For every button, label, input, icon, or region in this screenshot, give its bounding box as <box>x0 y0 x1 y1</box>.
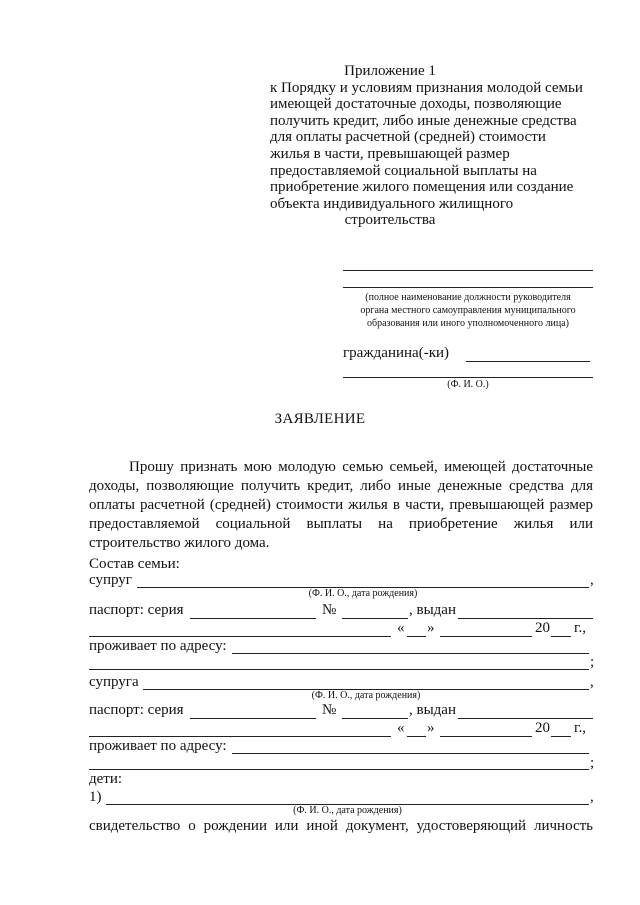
comma: , <box>590 674 594 690</box>
comma: , <box>590 572 594 588</box>
fio-dob-caption: (Ф. И. О., дата рождения) <box>293 805 402 816</box>
issued-label: , выдан <box>409 602 456 618</box>
intro-line: доходы, позволяющие получить кредит, либо иные денежные средства для <box>89 478 593 494</box>
appendix-line: объекта индивидуального жилищного <box>270 195 514 212</box>
passport-series-label: паспорт: серия <box>89 702 184 718</box>
year-suffix: г., <box>574 720 586 736</box>
issue-year-field[interactable] <box>551 736 571 737</box>
intro-line: строительство жилого дома. <box>89 535 270 551</box>
fio-caption: (Ф. И. О.) <box>447 379 489 390</box>
appendix-line: Приложение 1 <box>344 63 436 79</box>
caption-line: органа местного самоуправления муниципального <box>360 305 576 316</box>
appendix-line: для оплаты расчетной (средней) стоимости <box>270 129 546 146</box>
appendix-line: приобретение жилого помещения или создание <box>270 179 574 196</box>
birth-certificate-line: свидетельство о рождении или иной документ, удостоверяющий личность <box>89 818 593 834</box>
family-heading: Состав семьи: <box>89 556 180 572</box>
issue-month-field[interactable] <box>440 636 532 637</box>
caption-line: (полное наименование должности руководителя <box>365 292 571 303</box>
number-sign: № <box>322 702 337 718</box>
child-1-label: 1) <box>89 789 102 805</box>
children-label: дети: <box>89 771 123 787</box>
quote-open: « <box>397 720 405 736</box>
address-field[interactable] <box>232 753 589 754</box>
appendix-header <box>270 63 583 229</box>
issue-day-field[interactable] <box>407 736 426 737</box>
appendix-line: к Порядку и условиям признания молодой семьи <box>270 79 583 96</box>
passport-series-field[interactable] <box>190 718 316 719</box>
number-sign: № <box>322 602 337 618</box>
year-prefix: 20 <box>535 720 550 736</box>
semicolon: ; <box>590 654 595 670</box>
comma: , <box>590 789 594 805</box>
resides-label: проживает по адресу: <box>89 638 227 654</box>
appendix-line: получить кредит, либо иные денежные средства <box>270 112 577 129</box>
citizen-label: гражданина(-ки) <box>343 345 450 361</box>
issued-label: , выдан <box>409 702 456 718</box>
passport-series-label: паспорт: серия <box>89 602 184 618</box>
intro-line: предоставляемой социальной выплаты на приобретение жилья или <box>89 516 593 532</box>
passport-number-field[interactable] <box>342 718 408 719</box>
semicolon: ; <box>590 755 595 771</box>
address-field-2[interactable] <box>89 669 589 670</box>
addressee-caption <box>336 291 600 330</box>
appendix-line: строительства <box>344 212 436 229</box>
spouse-m-label: супруг <box>89 572 132 588</box>
intro-line: Прошу признать мою молодую семью семьей, имеющей достаточные <box>129 459 593 475</box>
quote-close: » <box>427 620 435 636</box>
passport-issued-field[interactable] <box>458 618 593 619</box>
addressee-blank-1[interactable] <box>343 270 593 271</box>
spouse-f-label: супруга <box>89 674 139 690</box>
document-title: ЗАЯВЛЕНИЕ <box>274 411 366 427</box>
passport-issued-field-2[interactable] <box>89 636 391 637</box>
appendix-line: предоставляемой социальной выплаты на <box>270 162 537 179</box>
issue-year-field[interactable] <box>551 636 571 637</box>
fio-dob-caption: (Ф. И. О., дата рождения) <box>308 588 418 599</box>
passport-series-field[interactable] <box>190 618 316 619</box>
citizen-blank[interactable] <box>466 361 590 362</box>
issue-month-field[interactable] <box>440 736 532 737</box>
appendix-line: жилья в части, превышающей размер <box>270 145 510 162</box>
caption-line: образования или иного уполномоченного лица) <box>367 318 569 329</box>
quote-open: « <box>397 620 405 636</box>
resides-label: проживает по адресу: <box>89 738 227 754</box>
year-suffix: г., <box>574 620 586 636</box>
issue-day-field[interactable] <box>407 636 426 637</box>
passport-issued-field[interactable] <box>458 718 593 719</box>
addressee-blank-2[interactable] <box>343 287 593 288</box>
quote-close: » <box>427 720 435 736</box>
address-field-2[interactable] <box>89 769 589 770</box>
appendix-line: имеющей достаточные доходы, позволяющие <box>270 96 562 113</box>
fio-dob-caption: (Ф. И. О., дата рождения) <box>311 690 421 701</box>
address-field[interactable] <box>232 653 589 654</box>
year-prefix: 20 <box>535 620 550 636</box>
passport-issued-field-2[interactable] <box>89 736 391 737</box>
passport-number-field[interactable] <box>342 618 408 619</box>
intro-line: оплаты расчетной (средней) стоимости жилья в части, превышающей размер <box>89 497 593 513</box>
intro-paragraph <box>89 458 593 553</box>
